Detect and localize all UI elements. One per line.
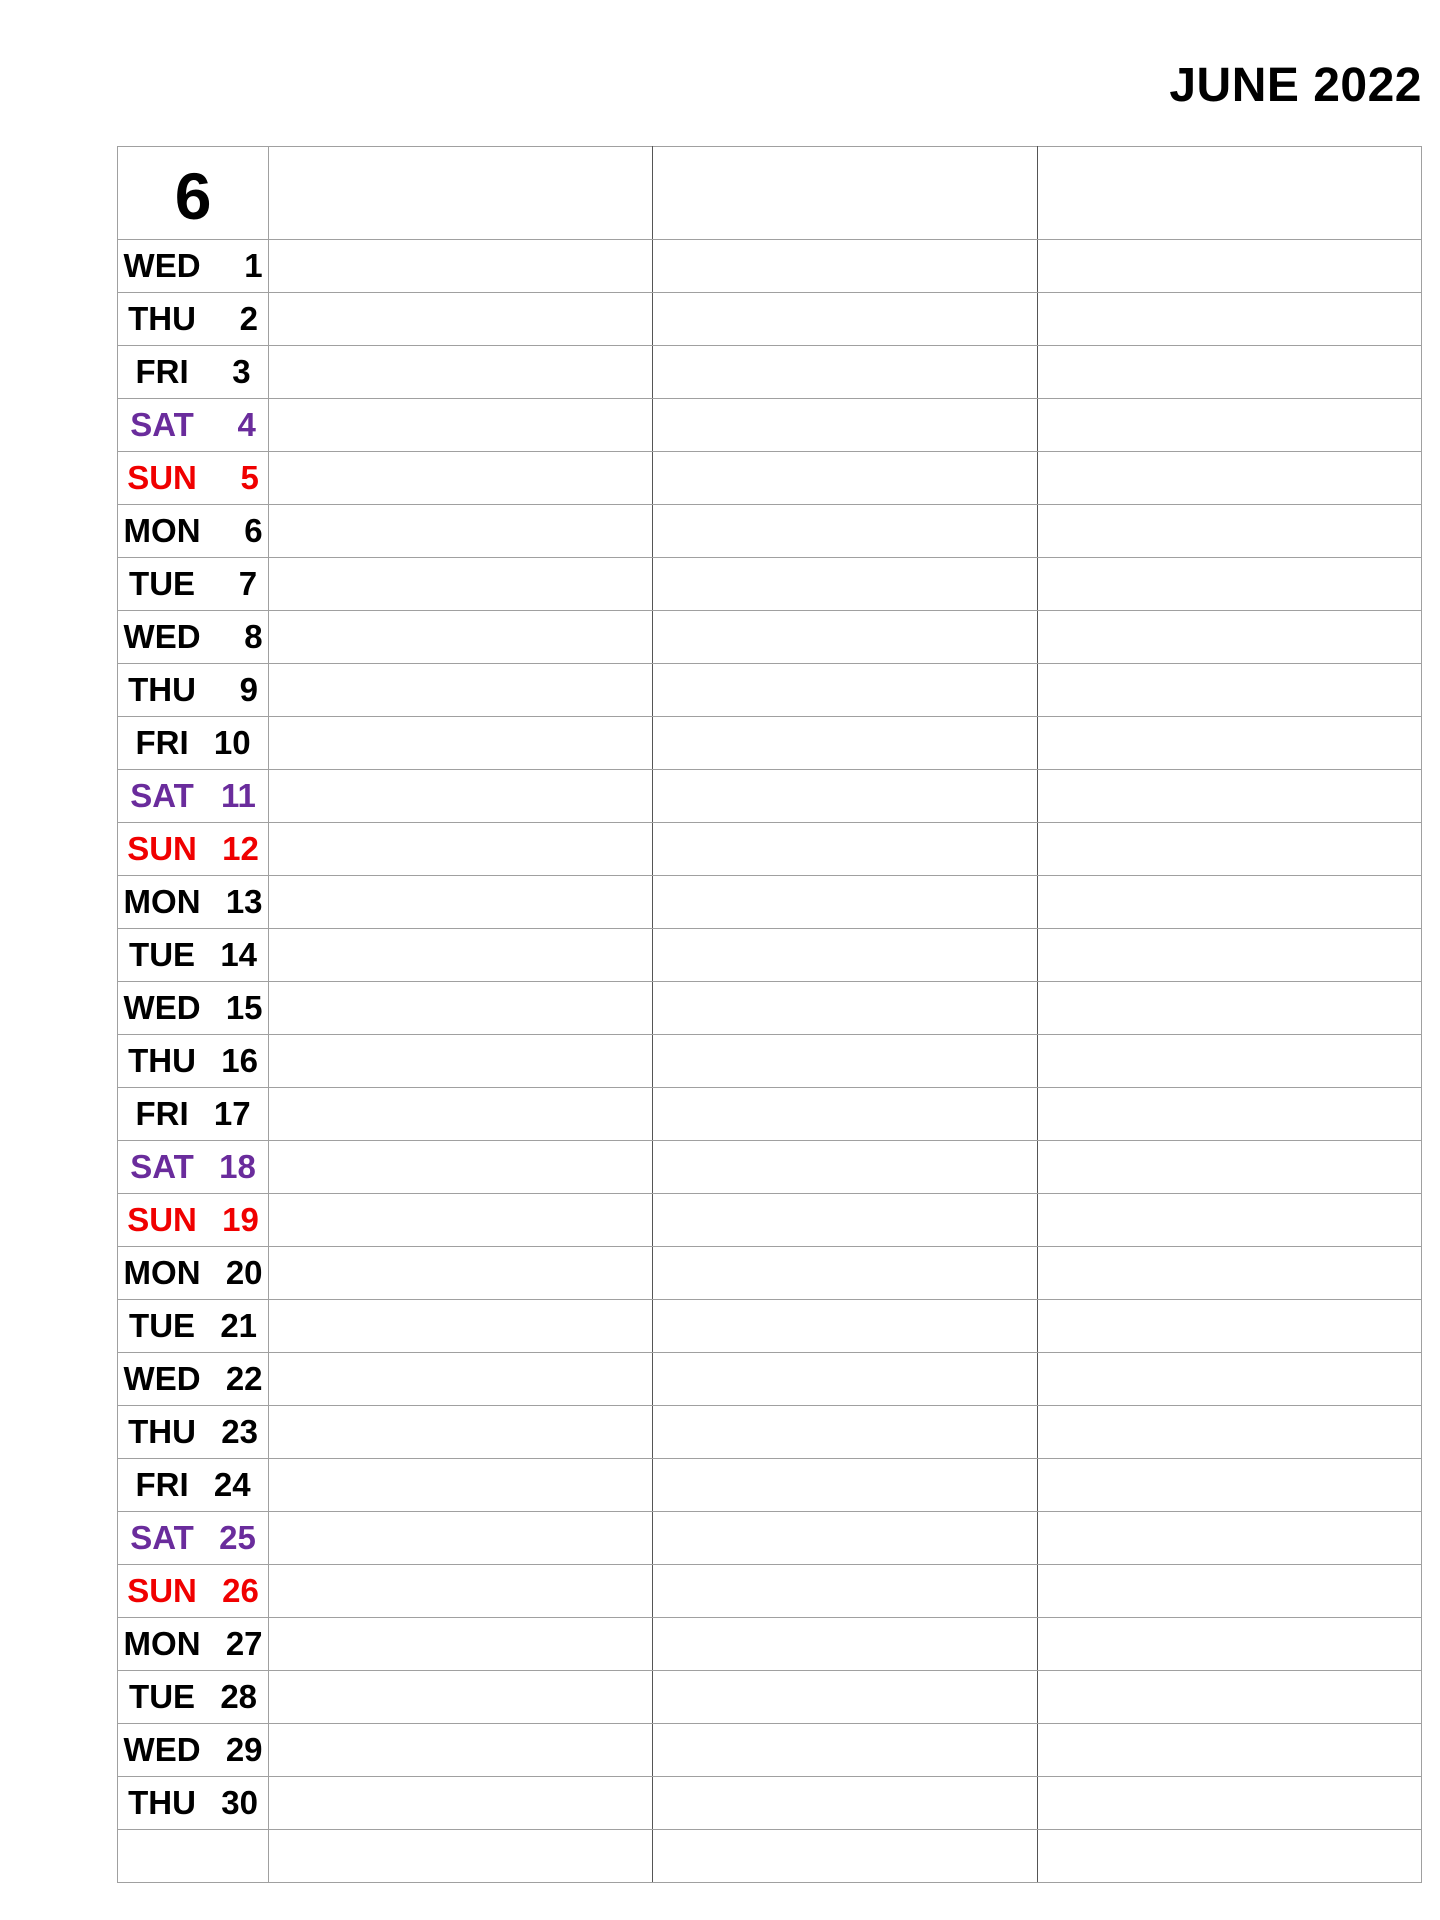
note-cell[interactable]: [653, 1512, 1037, 1565]
day-row: [118, 1724, 1422, 1777]
day-row: [118, 1353, 1422, 1406]
day-number: 9: [239, 671, 258, 708]
note-cell[interactable]: [269, 558, 653, 611]
note-cell[interactable]: [653, 1565, 1037, 1618]
day-row: [118, 558, 1422, 611]
weekday-name: WED: [123, 618, 201, 655]
weekday-name: FRI: [135, 353, 189, 390]
weekday-name: SUN: [127, 459, 197, 496]
day-label: [118, 664, 269, 717]
weekday-name: SAT: [130, 777, 194, 814]
day-row: [118, 1194, 1422, 1247]
day-row: [118, 1671, 1422, 1724]
note-cell[interactable]: [653, 1618, 1037, 1671]
note-cell[interactable]: [1037, 982, 1421, 1035]
day-number: 25: [219, 1519, 256, 1556]
note-cell[interactable]: [1037, 823, 1421, 876]
note-cell[interactable]: [653, 1406, 1037, 1459]
note-cell[interactable]: [1037, 1088, 1421, 1141]
day-label: [118, 1353, 269, 1406]
note-cell[interactable]: [269, 1777, 653, 1830]
day-row: [118, 240, 1422, 293]
note-cell[interactable]: [653, 770, 1037, 823]
note-cell[interactable]: [1037, 1777, 1421, 1830]
note-cell[interactable]: [269, 240, 653, 293]
note-cell[interactable]: [653, 1671, 1037, 1724]
weekday-name: MON: [123, 883, 201, 920]
note-cell[interactable]: [653, 147, 1037, 240]
note-cell[interactable]: [653, 611, 1037, 664]
day-label: [118, 1035, 269, 1088]
weekday-name: FRI: [135, 1095, 189, 1132]
note-cell[interactable]: [653, 346, 1037, 399]
day-label: [118, 505, 269, 558]
note-cell[interactable]: [653, 1777, 1037, 1830]
day-label: [118, 876, 269, 929]
note-cell[interactable]: [653, 452, 1037, 505]
weekday-name: TUE: [129, 565, 196, 602]
day-label: [118, 399, 269, 452]
weekday-name: MON: [123, 1254, 201, 1291]
note-cell[interactable]: [653, 1247, 1037, 1300]
day-number: 27: [225, 1625, 263, 1662]
day-row: [118, 1618, 1422, 1671]
weekday-name: THU: [128, 1784, 196, 1821]
note-cell[interactable]: [1037, 505, 1421, 558]
empty-label-cell: [118, 1830, 269, 1883]
note-cell[interactable]: [1037, 399, 1421, 452]
note-cell[interactable]: [653, 399, 1037, 452]
weekday-name: FRI: [135, 1466, 189, 1503]
day-number: 3: [232, 353, 251, 390]
day-row: [118, 1088, 1422, 1141]
weekday-name: TUE: [129, 1678, 196, 1715]
note-cell[interactable]: [269, 929, 653, 982]
note-cell[interactable]: [1037, 611, 1421, 664]
day-label: [118, 293, 269, 346]
day-number: 28: [220, 1678, 258, 1715]
day-row: [118, 1406, 1422, 1459]
note-cell[interactable]: [269, 1406, 653, 1459]
note-cell[interactable]: [653, 1088, 1037, 1141]
day-label: [118, 240, 269, 293]
note-cell[interactable]: [653, 1459, 1037, 1512]
day-number: 15: [225, 989, 263, 1026]
note-cell[interactable]: [653, 1300, 1037, 1353]
day-label: [118, 452, 269, 505]
note-cell[interactable]: [1037, 147, 1421, 240]
note-cell[interactable]: [269, 293, 653, 346]
day-row: [118, 611, 1422, 664]
weekday-name: SUN: [127, 830, 197, 867]
day-number: 23: [221, 1413, 258, 1450]
note-cell[interactable]: [269, 1088, 653, 1141]
weekday-name: SUN: [127, 1201, 197, 1238]
note-cell[interactable]: [269, 147, 653, 240]
day-label: [118, 1512, 269, 1565]
note-cell[interactable]: [653, 876, 1037, 929]
day-label: [118, 1459, 269, 1512]
day-number: 4: [237, 406, 256, 443]
day-number: 2: [239, 300, 258, 337]
day-number: 13: [225, 883, 263, 920]
weekday-name: THU: [128, 671, 196, 708]
note-cell[interactable]: [269, 452, 653, 505]
note-cell[interactable]: [1037, 1247, 1421, 1300]
note-cell[interactable]: [269, 1300, 653, 1353]
weekday-name: THU: [128, 1413, 196, 1450]
note-cell[interactable]: [653, 240, 1037, 293]
note-cell[interactable]: [269, 982, 653, 1035]
day-label: [118, 1671, 269, 1724]
day-label: [118, 1300, 269, 1353]
day-number: 26: [222, 1572, 259, 1609]
day-label: [118, 1141, 269, 1194]
weekday-name: SAT: [130, 1148, 194, 1185]
note-cell[interactable]: [1037, 770, 1421, 823]
note-cell[interactable]: [1037, 1565, 1421, 1618]
day-number: 18: [219, 1148, 256, 1185]
day-number: 11: [220, 777, 256, 814]
day-label: [118, 346, 269, 399]
day-label: [118, 1247, 269, 1300]
day-label: [118, 823, 269, 876]
weekday-name: THU: [128, 300, 196, 337]
day-row: [118, 1141, 1422, 1194]
weekday-name: FRI: [135, 724, 189, 761]
day-number: 12: [222, 830, 259, 867]
note-cell[interactable]: [1037, 664, 1421, 717]
note-cell[interactable]: [1037, 876, 1421, 929]
note-cell[interactable]: [269, 1353, 653, 1406]
note-cell[interactable]: [1037, 1406, 1421, 1459]
note-cell[interactable]: [653, 1353, 1037, 1406]
weekday-name: SUN: [127, 1572, 197, 1609]
empty-row: [118, 1830, 1422, 1883]
note-cell[interactable]: [1037, 1724, 1421, 1777]
day-number: 8: [244, 618, 263, 655]
day-row: [118, 929, 1422, 982]
day-row: [118, 452, 1422, 505]
page-title: JUNE 2022: [1169, 59, 1422, 112]
day-label: [118, 1777, 269, 1830]
day-number: 29: [225, 1731, 263, 1768]
day-label: [118, 717, 269, 770]
weekday-name: WED: [123, 989, 201, 1026]
day-row: [118, 823, 1422, 876]
day-number: 7: [238, 565, 258, 602]
day-number: 5: [240, 459, 259, 496]
weekday-name: SAT: [130, 406, 194, 443]
note-cell[interactable]: [269, 346, 653, 399]
note-cell[interactable]: [653, 1830, 1037, 1883]
day-row: [118, 1247, 1422, 1300]
day-label: [118, 1565, 269, 1618]
weekday-name: WED: [123, 247, 201, 284]
note-cell[interactable]: [1037, 240, 1421, 293]
day-label: [118, 611, 269, 664]
day-number: 1: [244, 247, 263, 284]
weekday-name: MON: [123, 512, 201, 549]
note-cell[interactable]: [653, 293, 1037, 346]
note-cell[interactable]: [1037, 717, 1421, 770]
header-row: [118, 147, 1422, 240]
day-label: [118, 1618, 269, 1671]
note-cell[interactable]: [269, 1141, 653, 1194]
note-cell[interactable]: [653, 929, 1037, 982]
day-number: 24: [213, 1466, 251, 1503]
day-row: [118, 293, 1422, 346]
note-cell[interactable]: [269, 505, 653, 558]
day-row: [118, 1565, 1422, 1618]
note-cell[interactable]: [269, 1194, 653, 1247]
month-number: 6: [118, 147, 269, 240]
note-cell[interactable]: [1037, 1194, 1421, 1247]
weekday-name: SAT: [130, 1519, 194, 1556]
day-number: 22: [225, 1360, 263, 1397]
day-number: 17: [213, 1095, 251, 1132]
note-cell[interactable]: [269, 1671, 653, 1724]
note-cell[interactable]: [269, 664, 653, 717]
note-cell[interactable]: [269, 1512, 653, 1565]
note-cell[interactable]: [269, 823, 653, 876]
note-cell[interactable]: [1037, 452, 1421, 505]
day-label: [118, 770, 269, 823]
note-cell[interactable]: [269, 1459, 653, 1512]
day-label: [118, 1724, 269, 1777]
day-number: 14: [220, 936, 258, 973]
note-cell[interactable]: [653, 664, 1037, 717]
note-cell[interactable]: [653, 717, 1037, 770]
day-row: [118, 876, 1422, 929]
note-cell[interactable]: [1037, 1671, 1421, 1724]
day-label: [118, 982, 269, 1035]
weekday-name: MON: [123, 1625, 201, 1662]
note-cell[interactable]: [269, 1618, 653, 1671]
note-cell[interactable]: [1037, 346, 1421, 399]
weekday-name: THU: [128, 1042, 196, 1079]
day-row: [118, 1512, 1422, 1565]
weekday-name: WED: [123, 1731, 201, 1768]
note-cell[interactable]: [1037, 558, 1421, 611]
note-cell[interactable]: [1037, 929, 1421, 982]
day-row: [118, 346, 1422, 399]
note-cell[interactable]: [653, 1194, 1037, 1247]
note-cell[interactable]: [1037, 1141, 1421, 1194]
day-row: [118, 770, 1422, 823]
day-label: [118, 1406, 269, 1459]
day-row: [118, 1459, 1422, 1512]
note-cell[interactable]: [653, 982, 1037, 1035]
day-number: 6: [244, 512, 263, 549]
note-cell[interactable]: [269, 399, 653, 452]
weekday-name: TUE: [129, 1307, 196, 1344]
weekday-name: TUE: [129, 936, 196, 973]
note-cell[interactable]: [653, 1141, 1037, 1194]
day-row: [118, 505, 1422, 558]
note-cell[interactable]: [653, 1724, 1037, 1777]
note-cell[interactable]: [269, 1724, 653, 1777]
day-row: [118, 717, 1422, 770]
note-cell[interactable]: [1037, 1459, 1421, 1512]
note-cell[interactable]: [1037, 1035, 1421, 1088]
note-cell[interactable]: [1037, 1830, 1421, 1883]
note-cell[interactable]: [269, 770, 653, 823]
note-cell[interactable]: [269, 1247, 653, 1300]
note-cell[interactable]: [653, 505, 1037, 558]
note-cell[interactable]: [269, 876, 653, 929]
note-cell[interactable]: [653, 1035, 1037, 1088]
weekday-name: WED: [123, 1360, 201, 1397]
day-label: [118, 1088, 269, 1141]
note-cell[interactable]: [1037, 1618, 1421, 1671]
note-cell[interactable]: [1037, 1512, 1421, 1565]
day-label: [118, 929, 269, 982]
day-row: [118, 982, 1422, 1035]
day-number: 10: [213, 724, 251, 761]
day-number: 21: [220, 1307, 258, 1344]
day-row: [118, 1777, 1422, 1830]
day-number: 30: [221, 1784, 258, 1821]
day-label: [118, 558, 269, 611]
note-cell[interactable]: [1037, 293, 1421, 346]
day-number: 20: [225, 1254, 263, 1291]
note-cell[interactable]: [269, 717, 653, 770]
day-label: [118, 1194, 269, 1247]
calendar-grid: [117, 146, 1422, 1883]
note-cell[interactable]: [1037, 1300, 1421, 1353]
note-cell[interactable]: [269, 611, 653, 664]
note-cell[interactable]: [269, 1830, 653, 1883]
day-number: 19: [222, 1201, 259, 1238]
note-cell[interactable]: [269, 1035, 653, 1088]
day-row: [118, 664, 1422, 717]
day-row: [118, 399, 1422, 452]
note-cell[interactable]: [653, 558, 1037, 611]
note-cell[interactable]: [1037, 1353, 1421, 1406]
note-cell[interactable]: [269, 1565, 653, 1618]
day-row: [118, 1300, 1422, 1353]
day-number: 16: [221, 1042, 258, 1079]
day-row: [118, 1035, 1422, 1088]
note-cell[interactable]: [653, 823, 1037, 876]
